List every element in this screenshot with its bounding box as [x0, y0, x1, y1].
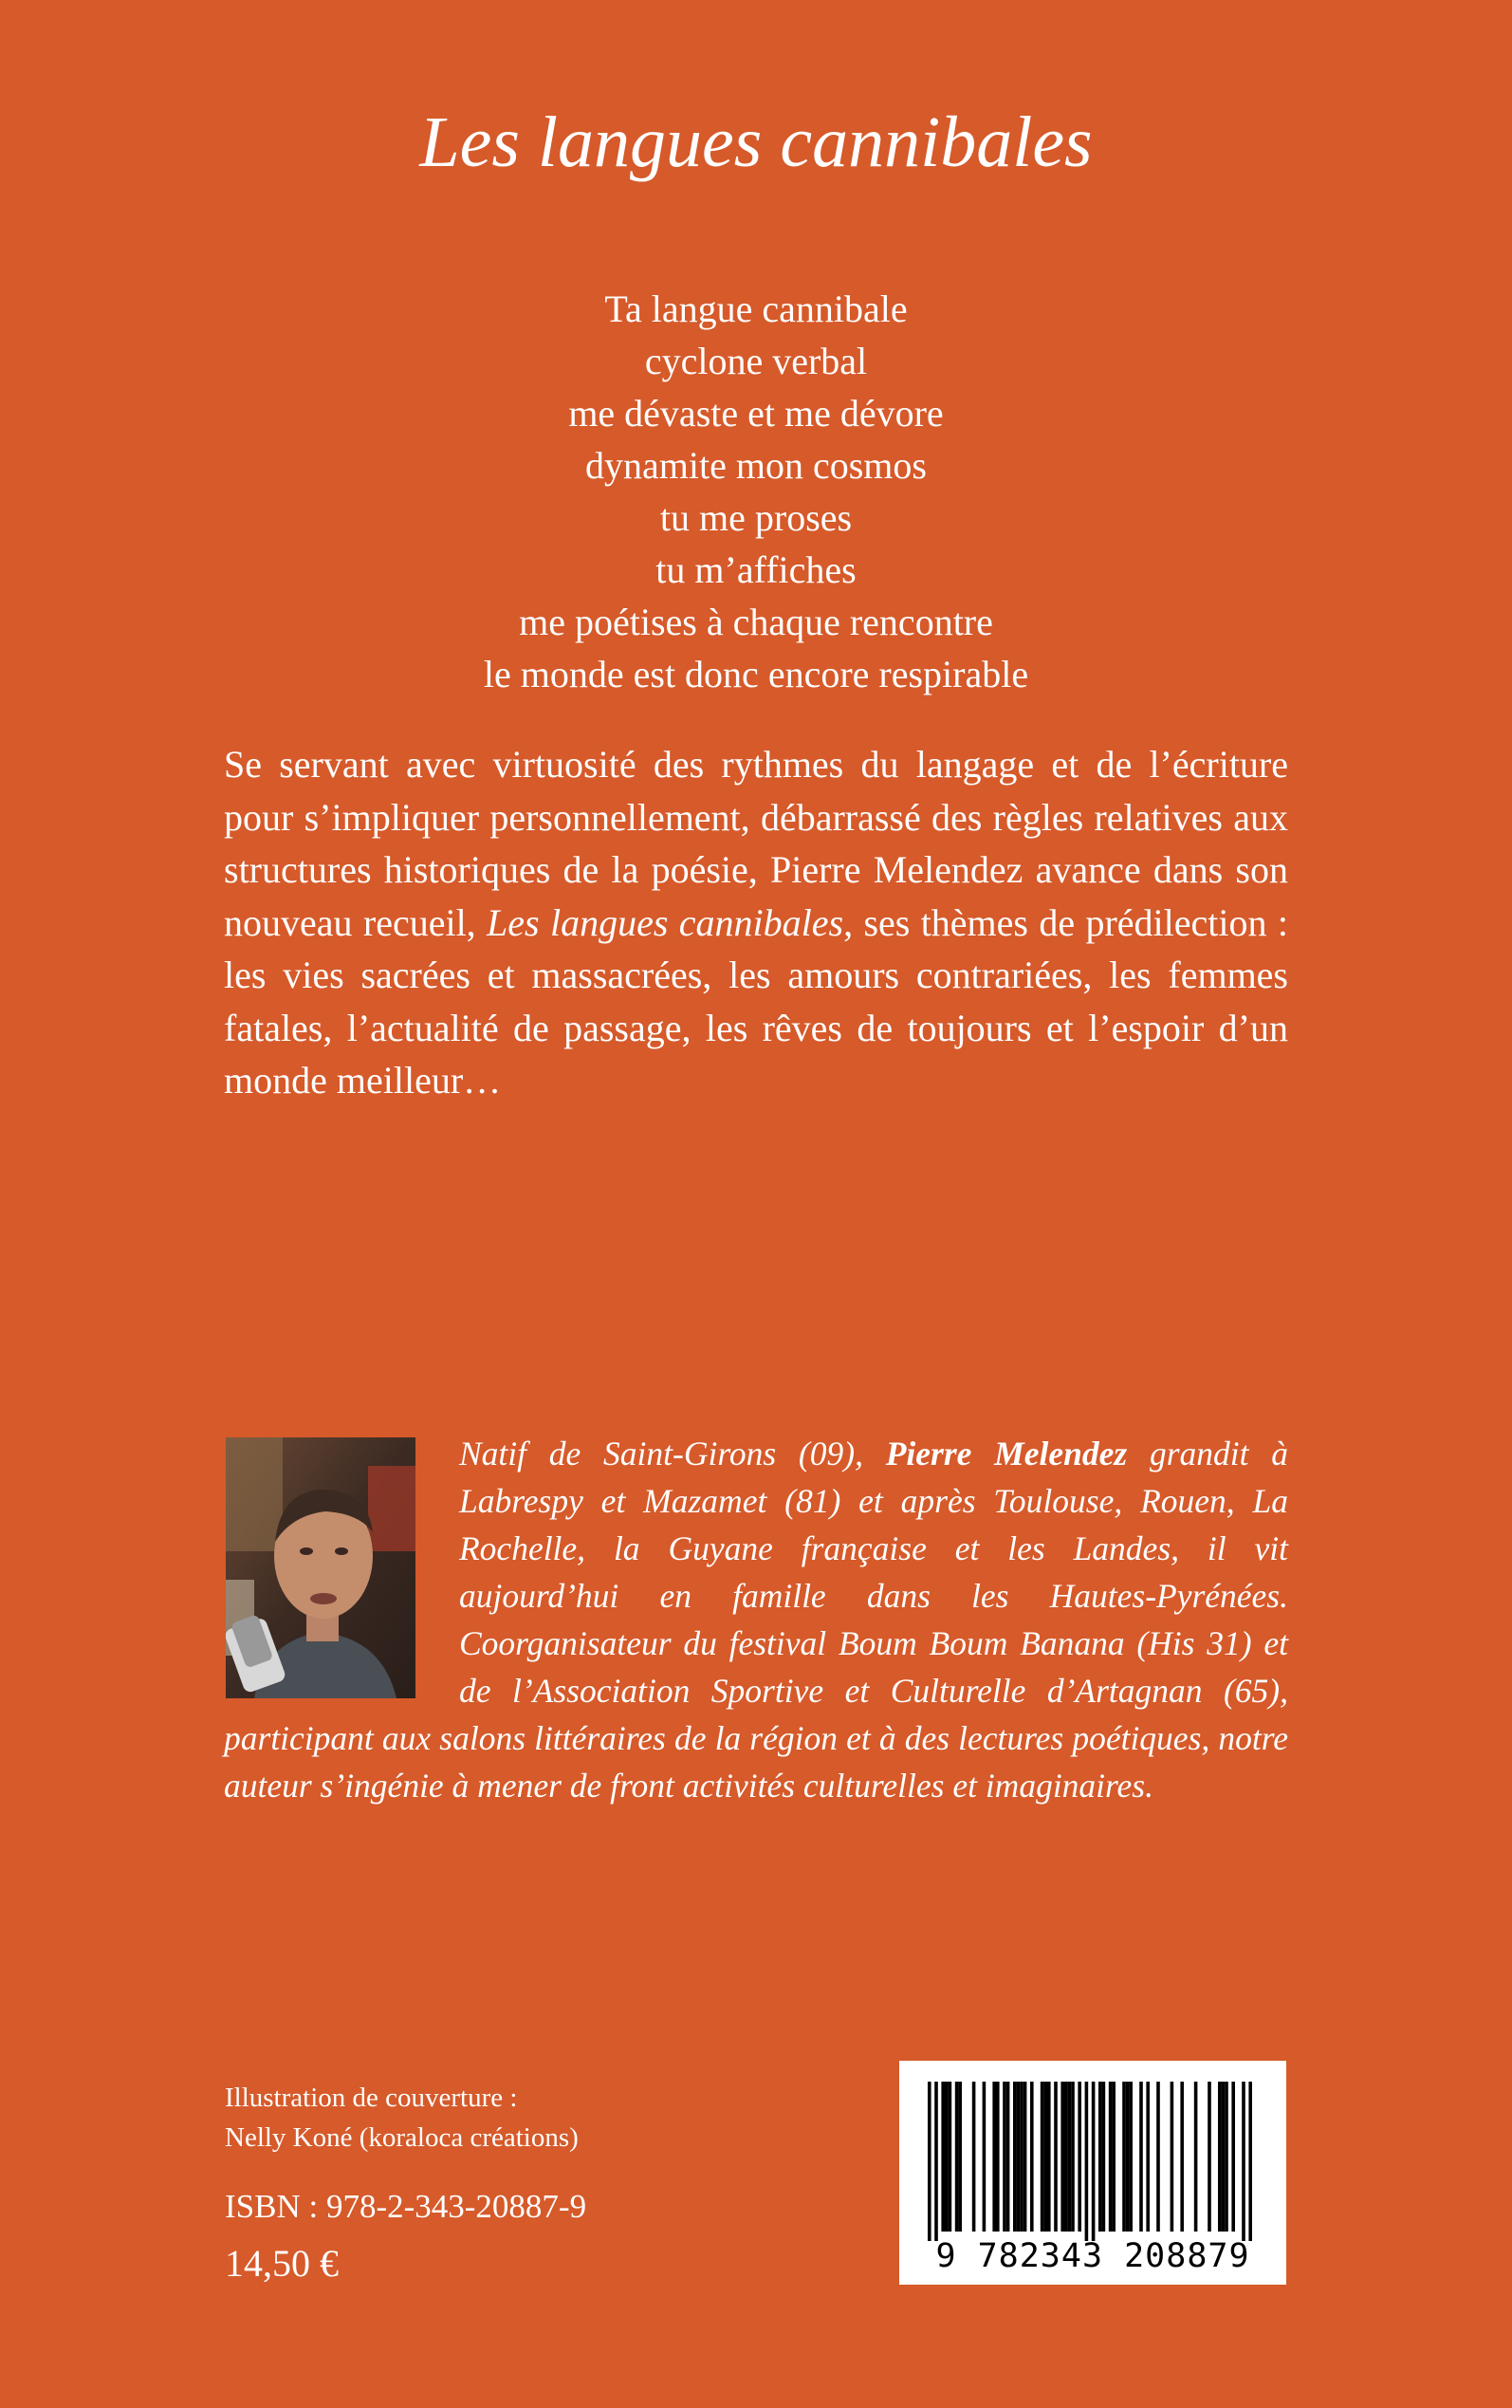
- poem-line: le monde est donc encore respirable: [483, 653, 1029, 695]
- barcode-bar: [1043, 2082, 1047, 2232]
- barcode-bar: [996, 2082, 1000, 2232]
- barcode-bar: [1194, 2082, 1198, 2232]
- isbn: ISBN : 978-2-343-20887-9: [225, 2188, 587, 2225]
- barcode-bar: [1122, 2082, 1126, 2232]
- credits-label: Illustration de couverture :: [225, 2083, 518, 2113]
- bio-intro: Natif de Saint-Girons (09),: [459, 1435, 886, 1473]
- poem-line: tu me proses: [659, 496, 853, 539]
- barcode-bar: [972, 2082, 976, 2232]
- barcode-bar: [934, 2082, 938, 2241]
- blurb-text: Se servant avec virtuosité des rythmes du langage et de l’écriture pour s’impliquer personnellement, débarrassé des règles relatives aux structures historiques de la poésie, Pierre Melendez avance dans son nouveau recueil,: [224, 743, 1288, 944]
- barcode-bar: [1013, 2082, 1017, 2232]
- barcode-bar: [1023, 2082, 1027, 2232]
- barcode-bar: [1047, 2082, 1051, 2232]
- barcode-bar: [1068, 2082, 1072, 2232]
- poem-line: me poétises à chaque rencontre: [519, 601, 993, 643]
- price: 14,50 €: [225, 2242, 339, 2285]
- poem-line: tu m’affiches: [655, 548, 857, 591]
- barcode-bar: [1112, 2082, 1116, 2232]
- barcode-bars: [899, 2061, 1286, 2241]
- poem-line: cyclone verbal: [644, 340, 868, 382]
- poem-line: me dévaste et me dévore: [568, 392, 944, 435]
- poem-line: dynamite mon cosmos: [585, 444, 927, 487]
- barcode-digits: 9 782343 208879: [935, 2237, 1250, 2275]
- book-title: Les langues cannibales: [419, 102, 1093, 182]
- barcode-bar: [1248, 2082, 1252, 2241]
- barcode: [899, 2061, 1286, 2285]
- barcode-bar: [1017, 2082, 1021, 2232]
- barcode-bar: [1085, 2082, 1089, 2241]
- barcode-bar: [992, 2082, 996, 2232]
- barcode-bar: [1129, 2082, 1133, 2232]
- barcode-bar: [1098, 2082, 1102, 2232]
- barcode-bar: [1054, 2082, 1058, 2232]
- barcode-bar: [983, 2082, 986, 2232]
- barcode-bar: [1030, 2082, 1034, 2232]
- barcode-bar: [1146, 2082, 1150, 2232]
- barcode-bar: [1126, 2082, 1130, 2232]
- barcode-bar: [1041, 2082, 1044, 2232]
- poem-line: Ta langue cannibale: [604, 287, 908, 330]
- barcode-bar: [1064, 2082, 1068, 2232]
- author-name: Pierre Melendez: [885, 1435, 1128, 1473]
- barcode-bar: [1180, 2082, 1184, 2232]
- barcode-bar: [941, 2082, 945, 2232]
- barcode-bar: [1020, 2082, 1023, 2232]
- barcode-bar: [1156, 2082, 1160, 2232]
- barcode-bar: [1171, 2082, 1174, 2232]
- barcode-bar: [1218, 2082, 1222, 2232]
- credits-illustrator: Nelly Koné (koraloca créations): [225, 2122, 579, 2153]
- barcode-bar: [958, 2082, 962, 2232]
- barcode-bar: [945, 2082, 949, 2232]
- blurb-book-title: Les langues cannibales: [487, 900, 844, 944]
- poem: [0, 283, 1512, 700]
- author-bio: [224, 1430, 1288, 1809]
- cover-credits: [225, 2078, 579, 2158]
- barcode-bar: [1003, 2082, 1006, 2232]
- barcode-bar: [1102, 2082, 1106, 2232]
- barcode-bar: [1242, 2082, 1245, 2241]
- barcode-bar: [1109, 2082, 1113, 2232]
- blurb-paragraph: [224, 738, 1288, 1107]
- barcode-bar: [1225, 2082, 1228, 2232]
- barcode-bar: [1078, 2082, 1081, 2232]
- barcode-bar: [1006, 2082, 1010, 2232]
- barcode-bar: [955, 2082, 959, 2232]
- barcode-bar: [1071, 2082, 1075, 2232]
- barcode-bar: [1060, 2082, 1064, 2232]
- barcode-bar: [949, 2082, 952, 2232]
- barcode-bar: [1222, 2082, 1226, 2232]
- barcode-bar: [928, 2082, 931, 2241]
- barcode-bar: [1092, 2082, 1096, 2241]
- barcode-bar: [1208, 2082, 1211, 2232]
- barcode-bar: [1139, 2082, 1143, 2232]
- blurb-text-end: , ses thèmes de prédilection : les vies sacrées et massacrées, les amours contrariées, les femmes fatales, l’actualité de passage, les rêves de toujours et l’espoir d’un monde meilleur…: [224, 900, 1288, 1102]
- bio-text: grandit à Labrespy et Mazamet (81) et après Toulouse, Rouen, La Rochelle, la Guyane française et les Landes, il vit aujourd’hui en famille dans les Hautes-Pyrénées. Coorganisateur du festival Boum Boum Banana (His 31) et de l’Association Sportive et Culturelle d’Artagnan (65), participant aux salons littéraires de la région et à des lectures poétiques, notre auteur s’ingénie à mener de front activités culturelles et imaginaires.: [224, 1435, 1289, 1805]
- barcode-bar: [1231, 2082, 1235, 2232]
